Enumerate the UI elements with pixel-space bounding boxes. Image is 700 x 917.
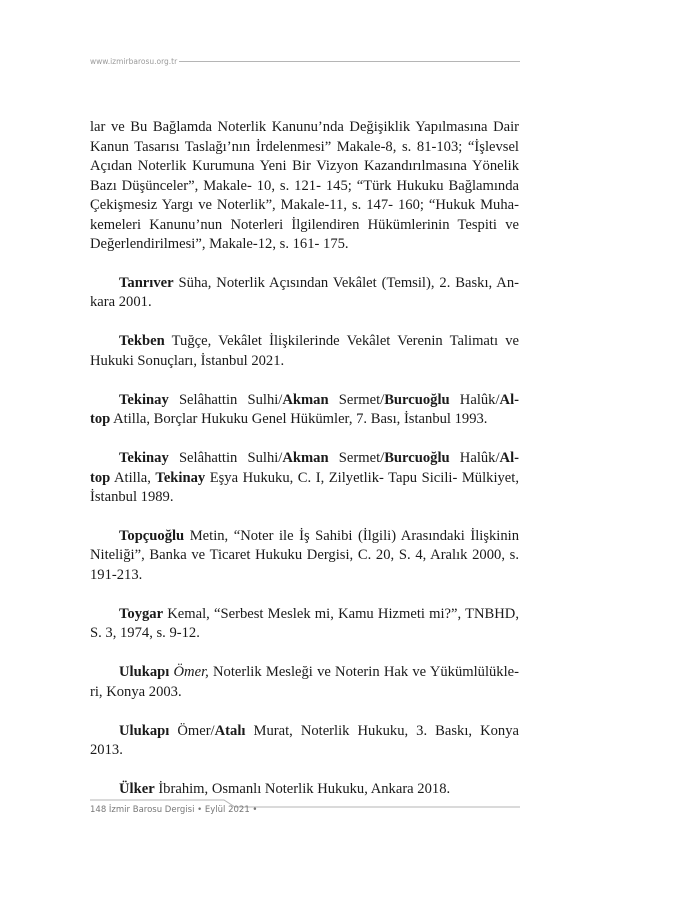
text-line bbox=[90, 352, 519, 372]
text-line bbox=[90, 566, 519, 586]
entry-text: Atilla, bbox=[110, 469, 156, 486]
entry-text: Kanun Tasarısı Taslağı’nın İrdelenmesi” Makale-8, s. 81-103; “İşlevsel bbox=[90, 138, 519, 155]
footer-page-info: 148 İzmir Barosu Dergisi • Eylül 2021 • bbox=[90, 805, 258, 815]
text-line bbox=[90, 546, 519, 566]
entry-text: lar ve Bu Bağlamda Noterlik Kanunu’nda Değişiklik Yapılmasına Dair bbox=[90, 119, 519, 135]
entry-text: Metin, “Noter ile İş Sahibi (İlgili) Arasındaki İlişkinin bbox=[184, 527, 519, 544]
author-surname: Tekinay bbox=[155, 469, 206, 486]
bibliography-entry bbox=[90, 391, 519, 430]
author-surname: Al- bbox=[499, 450, 519, 467]
entry-text: Tuğçe, Vekâlet İlişkilerinde Vekâlet Verenin Talimatı ve bbox=[164, 333, 519, 350]
text-line bbox=[90, 274, 519, 294]
text-line bbox=[90, 410, 519, 430]
author-surname: Al- bbox=[499, 391, 519, 408]
text-line bbox=[90, 118, 519, 138]
entry-text: Halûk/ bbox=[449, 391, 500, 408]
bibliography-entry bbox=[90, 332, 519, 371]
bibliography-entry bbox=[90, 605, 519, 644]
text-line bbox=[90, 741, 519, 761]
running-footer bbox=[90, 797, 520, 819]
entry-text: Halûk/ bbox=[449, 450, 500, 467]
entry-text: Süha, Noterlik Açısından Vekâlet (Temsil), 2. Baskı, An- bbox=[173, 274, 519, 291]
text-line bbox=[90, 527, 519, 547]
entry-text: Atilla, Borçlar Hukuku Genel Hükümler, 7. Bası, İstanbul 1993. bbox=[110, 411, 488, 428]
author-surname: Ülker bbox=[119, 781, 155, 798]
author-surname: top bbox=[90, 469, 111, 486]
author-surname: Tanrıver bbox=[119, 274, 174, 291]
entry-text: İbrahim, Osmanlı Noterlik Hukuku, Ankara 2018. bbox=[154, 781, 451, 798]
entry-text: Hukuki Sonuçları, İstanbul 2021. bbox=[90, 352, 285, 369]
author-surname: Tekinay bbox=[119, 391, 169, 408]
text-line bbox=[90, 605, 519, 625]
bibliography-entry bbox=[90, 274, 519, 313]
author-surname: Tekinay bbox=[119, 450, 169, 467]
text-line bbox=[90, 216, 519, 236]
entry-text: ri, Konya 2003. bbox=[90, 683, 182, 700]
entry-text: kara 2001. bbox=[90, 294, 152, 311]
text-line bbox=[90, 449, 519, 469]
entry-text: 2013. bbox=[90, 742, 123, 759]
text-line bbox=[90, 332, 519, 352]
running-header bbox=[90, 55, 520, 67]
entry-text: Sermet/ bbox=[328, 450, 385, 467]
entry-text: Ömer, bbox=[173, 664, 209, 681]
text-line bbox=[90, 235, 519, 255]
entry-text: Açıdan Noterlik Kurumuna Yeni Bir Vizyon Kazandırılmasına Yönelik bbox=[90, 158, 519, 174]
author-surname: Ulukapı bbox=[119, 664, 170, 681]
author-surname: Topçuoğlu bbox=[119, 527, 185, 544]
entry-text: Değerlendirilmesi”, Makale-12, s. 161- 175. bbox=[90, 236, 349, 252]
text-line bbox=[90, 683, 519, 703]
text-line bbox=[90, 624, 519, 644]
entry-text: kemeleri Kanunu’nun Noterleri İlgilendiren Hükümlerinin Tespiti ve bbox=[90, 216, 519, 233]
text-line bbox=[90, 177, 519, 197]
entry-text: Bazı Düşünceler”, Makale- 10, s. 121- 145; “Türk Hukuku Bağlamında bbox=[90, 177, 519, 194]
author-surname: Burcuoğlu bbox=[384, 450, 450, 467]
entry-text: Selâhattin Sulhi/ bbox=[168, 450, 283, 467]
entry-text: İstanbul 1989. bbox=[90, 489, 174, 506]
author-surname: Tekben bbox=[119, 333, 165, 350]
text-line bbox=[90, 488, 519, 508]
author-surname: top bbox=[90, 411, 111, 428]
author-surname: Ulukapı bbox=[119, 722, 170, 739]
entry-text: Ömer/ bbox=[169, 722, 215, 739]
bibliography-entry bbox=[90, 722, 519, 761]
bibliography-entry bbox=[90, 527, 519, 586]
text-line bbox=[90, 138, 519, 158]
entry-text: S. 3, 1974, s. 9-12. bbox=[90, 625, 200, 642]
text-line bbox=[90, 391, 519, 411]
entry-text: Kemal, “Serbest Meslek mi, Kamu Hizmeti mi?”, TNBHD, bbox=[163, 605, 519, 622]
author-surname: Akman bbox=[282, 450, 329, 467]
bibliography-entry bbox=[90, 449, 519, 508]
text-line bbox=[90, 469, 519, 489]
entry-text: Murat, Noterlik Hukuku, 3. Baskı, Konya bbox=[245, 722, 519, 739]
bibliography-list bbox=[90, 118, 519, 819]
entry-text: Niteliği”, Banka ve Ticaret Hukuku Dergisi, C. 20, S. 4, Aralık 2000, s. bbox=[90, 547, 519, 564]
entry-text: Noterlik Mesleği ve Noterin Hak ve Yükümlülükle- bbox=[208, 664, 519, 681]
text-line bbox=[90, 722, 519, 742]
entry-text: Sermet/ bbox=[328, 391, 385, 408]
bibliography-entry bbox=[90, 663, 519, 702]
entry-text: Eşya Hukuku, C. I, Zilyetlik- Tapu Sicili- Mülkiyet, bbox=[205, 469, 519, 486]
author-surname: Atalı bbox=[214, 722, 246, 739]
author-surname: Toygar bbox=[119, 605, 164, 622]
text-line bbox=[90, 157, 519, 177]
header-site-url: www.izmirbarosu.org.tr bbox=[90, 56, 178, 66]
header-rule bbox=[179, 61, 520, 62]
entry-text: 191-213. bbox=[90, 566, 143, 583]
author-surname: Akman bbox=[282, 391, 329, 408]
text-line bbox=[90, 663, 519, 683]
entry-text: Selâhattin Sulhi/ bbox=[168, 391, 283, 408]
text-line bbox=[90, 196, 519, 216]
entry-text: Çekişmesiz Yargı ve Noterlik”, Makale-11, s. 147- 160; “Hukuk Muha- bbox=[90, 197, 519, 213]
author-surname: Burcuoğlu bbox=[384, 391, 450, 408]
bibliography-entry bbox=[90, 118, 519, 255]
text-line bbox=[90, 293, 519, 313]
